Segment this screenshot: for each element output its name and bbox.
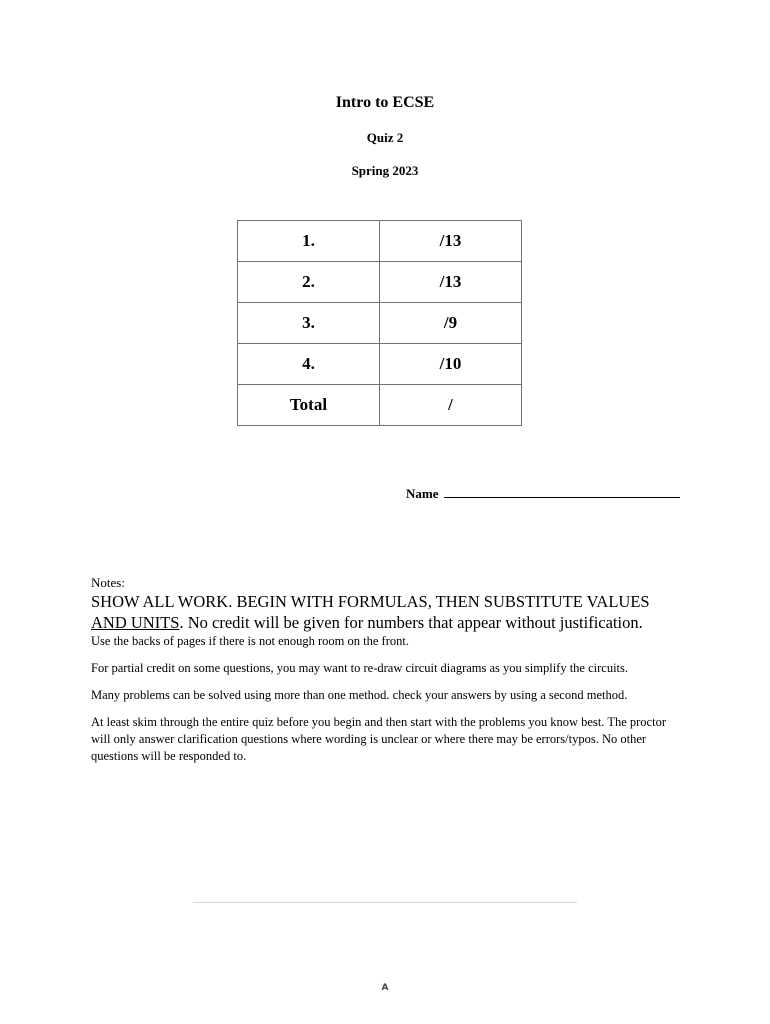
score-table [237, 220, 522, 426]
page-mark: A [381, 983, 389, 993]
score-row [238, 262, 522, 303]
show-work-text-end: . No credit will be given for numbers that appear without justification. [179, 613, 643, 632]
question-points: /13 [380, 262, 522, 303]
footer-divider [193, 902, 577, 903]
notes-section [91, 575, 681, 765]
score-row [238, 221, 522, 262]
name-blank-line[interactable] [444, 486, 680, 498]
question-label: 3. [238, 303, 380, 344]
note-paragraph: At least skim through the entire quiz before you begin and then start with the problems you know best. The proctor will only answer clarification questions where wording is unclear or where there may be errors/typos. No other questions will be responded to. [91, 715, 666, 763]
quiz-number: Quiz 2 [366, 130, 404, 145]
question-label: 4. [238, 344, 380, 385]
note-paragraph: For partial credit on some questions, you may want to re-draw circuit diagrams as you simplify the circuits. [91, 661, 629, 675]
notes-label: Notes: [91, 575, 125, 590]
show-work-text: SHOW ALL WORK. BEGIN WITH FORMULAS, THEN SUBSTITUTE VALUES [91, 592, 650, 611]
question-label: 1. [238, 221, 380, 262]
question-points: /10 [380, 344, 522, 385]
total-points: / [380, 385, 522, 426]
backs-of-pages-note: Use the backs of pages if there is not enough room on the front. [91, 634, 409, 648]
note-paragraph: Many problems can be solved using more than one method. check your answers by using a second method. [91, 688, 628, 702]
question-points: /9 [380, 303, 522, 344]
name-label: Name [406, 486, 439, 501]
total-label: Total [238, 385, 380, 426]
score-row [238, 303, 522, 344]
question-points: /13 [380, 221, 522, 262]
question-label: 2. [238, 262, 380, 303]
name-field [406, 486, 680, 502]
score-row-total [238, 385, 522, 426]
show-work-underlined: AND UNITS [91, 613, 180, 632]
score-row [238, 344, 522, 385]
term-label: Spring 2023 [351, 163, 419, 178]
course-title: Intro to ECSE [335, 94, 435, 111]
show-work-instruction [91, 591, 681, 633]
